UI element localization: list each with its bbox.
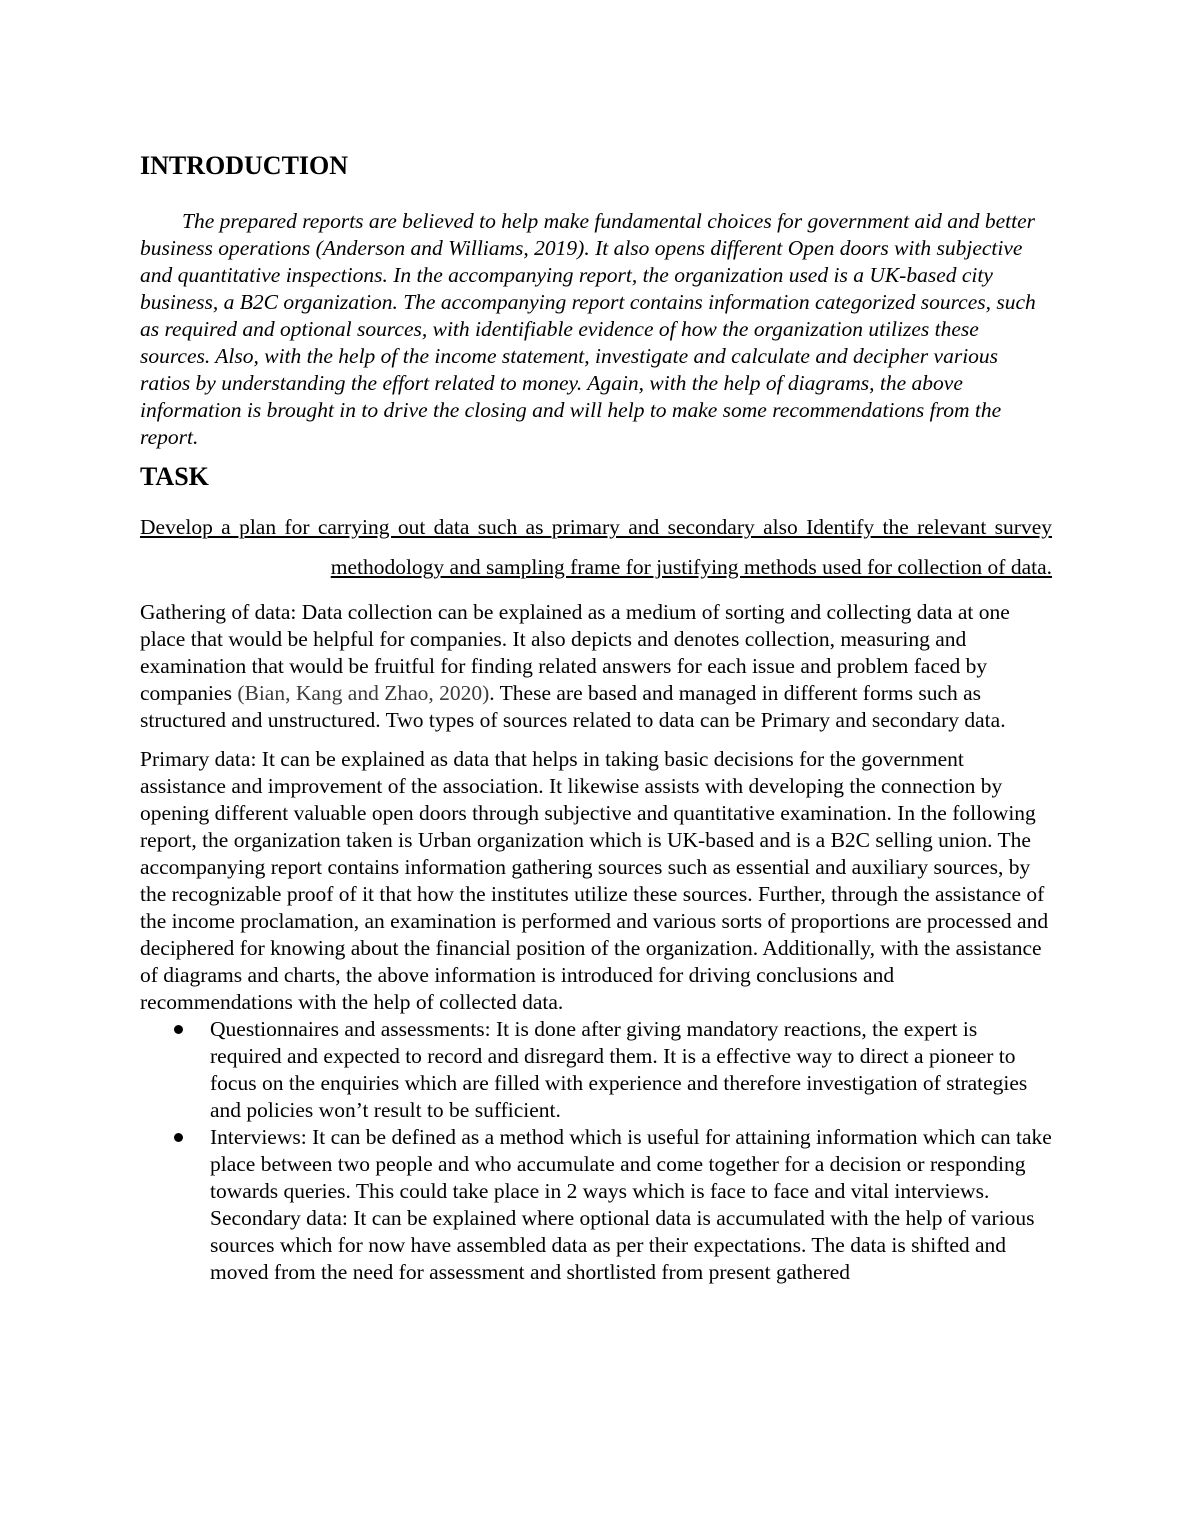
gathering-citation: (Bian, Kang and Zhao, 2020) [237,681,490,705]
task-title: Develop a plan for carrying out data such as primary and secondary also Identify the relevant survey methodology and sampling frame for justifying methods used for collection of data. [140,515,1052,579]
secondary-data-paragraph: Secondary data: It can be explained where optional data is accumulated with the help of various sources which for now have assembled data as per their expectations. The data is shifted and moved from the need for assessment and shortlisted from present gathered [210,1206,1035,1284]
list-item-interviews [140,1124,1052,1205]
bullet-icon [174,1133,183,1142]
introduction-paragraph: The prepared reports are believed to help make fundamental choices for government aid and better business operations (Anderson and Williams, 2019). It also opens different Open doors with subjective and quantitative inspections. In the accompanying report, the organization used is a UK-based city business, a B2C organization. The accompanying report contains information categorized sources, such as required and optional sources, with identifiable evidence of how the organization utilizes these sources. Also, with the help of the income statement, investigate and calculate and decipher various ratios by understanding the effort related to money. Again, with the help of diagrams, the above information is brought in to drive the closing and will help to make some recommendations from the report. [140,209,1036,449]
list-item-questionnaires [140,1016,1052,1124]
list-item-text: Questionnaires and assessments: It is done after giving mandatory reactions, the expert is required and expected to record and disregard them. It is a effective way to direct a pioneer to focus on the enquiries which are filled with experience and therefore investigation of strategies and policies won’t result to be sufficient. [210,1017,1028,1122]
gathering-text-after: . These are based and managed in different forms such as structured and unstructured. Two types of sources related to data can be Primary and secondary data. [140,681,1006,732]
data-methods-list [140,1016,1052,1205]
document-page [140,150,1052,1286]
primary-data-paragraph: Primary data: It can be explained as data that helps in taking basic decisions for the government assistance and improvement of the association. It likewise assists with developing the connection by opening different valuable open doors through subjective and quantitative examination. In the following report, the organization taken is Urban organization which is UK-based and is a B2C selling union. The accompanying report contains information gathering sources such as essential and auxiliary sources, by the recognizable proof of it that how the institutes utilize these sources. Further, through the assistance of the income proclamation, an examination is performed and various sorts of proportions are processed and deciphered for knowing about the financial position of the organization. Additionally, with the assistance of diagrams and charts, the above information is introduced for driving conclusions and recommendations with the help of collected data. [140,747,1049,1014]
introduction-heading: INTRODUCTION [140,151,349,180]
gathering-of-data-paragraph [140,599,1052,734]
list-item-text: Interviews: It can be defined as a method which is useful for attaining information which can take place between two people and who accumulate and come together for a decision or responding towards queries. This could take place in 2 ways which is face to face and vital interviews. [210,1125,1052,1203]
gathering-text-before: Gathering of data: Data collection can be explained as a medium of sorting and collecting data at one place that would be helpful for companies. It also depicts and denotes collection, measuring and examination that would be fruitful for finding related answers for each issue and problem faced by companies [140,600,1010,705]
bullet-icon [174,1025,183,1034]
task-heading: TASK [140,462,209,491]
